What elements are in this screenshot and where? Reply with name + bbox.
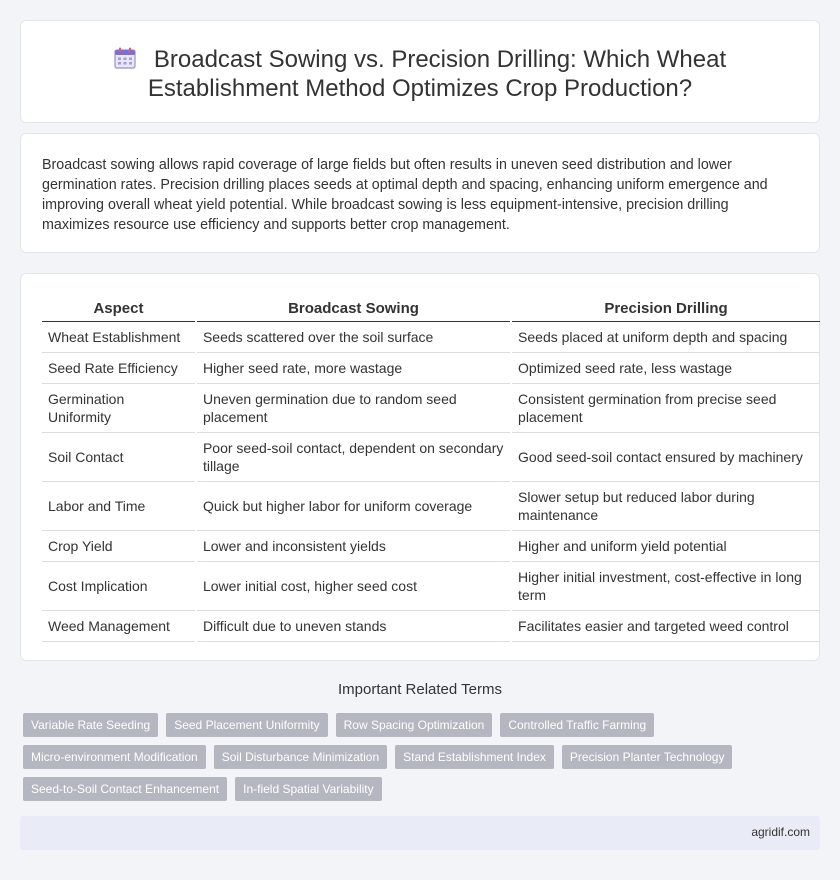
comparison-table xyxy=(42,294,820,642)
footer-site[interactable]: agridif.com xyxy=(751,825,810,839)
aspect-cell: Labor and Time xyxy=(42,481,196,530)
intro-card xyxy=(20,133,820,253)
footer-bar xyxy=(20,816,820,850)
aspect-cell: Soil Contact xyxy=(42,432,196,481)
table-header-row xyxy=(42,294,820,321)
broadcast-cell: Uneven germination due to random seed placement xyxy=(196,383,511,432)
term-tag[interactable]: Stand Establishment Index xyxy=(395,745,554,769)
header-aspect: Aspect xyxy=(42,294,196,321)
title-card xyxy=(20,20,820,123)
broadcast-cell: Higher seed rate, more wastage xyxy=(196,352,511,383)
aspect-cell: Wheat Establishment xyxy=(42,321,196,352)
term-tag[interactable]: Soil Disturbance Minimization xyxy=(214,745,387,769)
aspect-cell: Cost Implication xyxy=(42,561,196,610)
header-precision-drilling: Precision Drilling xyxy=(511,294,820,321)
broadcast-cell: Quick but higher labor for uniform coverage xyxy=(196,481,511,530)
precision-cell: Facilitates easier and targeted weed control xyxy=(511,610,820,641)
table-row xyxy=(42,352,820,383)
title-line-1: Broadcast Sowing vs. Precision Drilling: Which Wheat xyxy=(153,46,727,73)
term-tag[interactable]: Precision Planter Technology xyxy=(562,745,733,769)
page-title xyxy=(21,45,819,103)
header-broadcast-sowing: Broadcast Sowing xyxy=(196,294,511,321)
comparison-card xyxy=(20,273,820,661)
table-row xyxy=(42,432,820,481)
term-tag[interactable]: Variable Rate Seeding xyxy=(23,713,158,737)
broadcast-cell: Lower and inconsistent yields xyxy=(196,530,511,561)
precision-cell: Higher initial investment, cost-effective in long term xyxy=(511,561,820,610)
table-row xyxy=(42,610,820,641)
term-tag[interactable]: Seed-to-Soil Contact Enhancement xyxy=(23,777,227,801)
aspect-cell: Weed Management xyxy=(42,610,196,641)
precision-cell: Slower setup but reduced labor during maintenance xyxy=(511,481,820,530)
precision-cell: Seeds placed at uniform depth and spacing xyxy=(511,321,820,352)
table-row xyxy=(42,321,820,352)
precision-cell: Optimized seed rate, less wastage xyxy=(511,352,820,383)
broadcast-cell: Poor seed-soil contact, dependent on secondary tillage xyxy=(196,432,511,481)
table-row xyxy=(42,383,820,432)
related-terms-tags xyxy=(23,713,783,809)
precision-cell: Higher and uniform yield potential xyxy=(511,530,820,561)
term-tag[interactable]: In-field Spatial Variability xyxy=(235,777,382,801)
term-tag[interactable]: Row Spacing Optimization xyxy=(336,713,493,737)
aspect-cell: Seed Rate Efficiency xyxy=(42,352,196,383)
aspect-cell: Crop Yield xyxy=(42,530,196,561)
broadcast-cell: Difficult due to uneven stands xyxy=(196,610,511,641)
broadcast-cell: Seeds scattered over the soil surface xyxy=(196,321,511,352)
aspect-cell: Germination Uniformity xyxy=(42,383,196,432)
intro-paragraph: Broadcast sowing allows rapid coverage of large fields but often results in uneven seed distribution and lower germination rates. Precision drilling places seeds at optimal depth and spacing, enhancing uniform emergence and improving overall wheat yield potential. While broadcast sowing is less equipment-intensive, precision drilling maximizes resource use efficiency and supports better crop management. xyxy=(42,157,768,233)
broadcast-cell: Lower initial cost, higher seed cost xyxy=(196,561,511,610)
precision-cell: Consistent germination from precise seed placement xyxy=(511,383,820,432)
table-row xyxy=(42,481,820,530)
title-line-2: Establishment Method Optimizes Crop Production? xyxy=(147,75,693,102)
term-tag[interactable]: Seed Placement Uniformity xyxy=(166,713,327,737)
table-row xyxy=(42,530,820,561)
table-row xyxy=(42,561,820,610)
precision-cell: Good seed-soil contact ensured by machinery xyxy=(511,432,820,481)
calendar-icon xyxy=(114,47,136,69)
related-terms-title: Important Related Terms xyxy=(338,681,502,698)
term-tag[interactable]: Micro-environment Modification xyxy=(23,745,206,769)
term-tag[interactable]: Controlled Traffic Farming xyxy=(500,713,654,737)
